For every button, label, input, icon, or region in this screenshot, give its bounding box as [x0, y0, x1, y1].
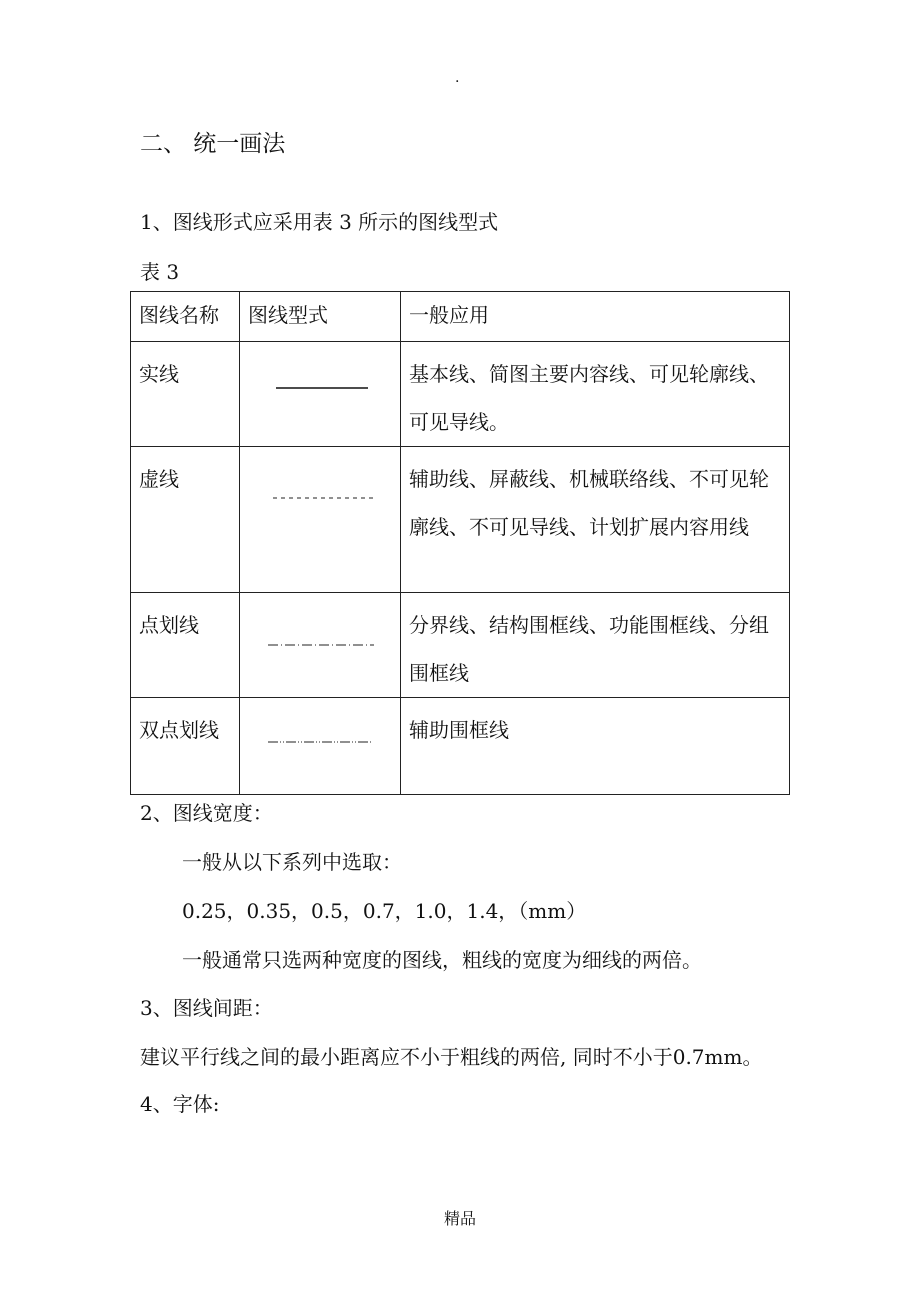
- line-sample-cell: [240, 698, 401, 795]
- line-sample-cell: [240, 593, 401, 698]
- para-line-form: 1、图线形式应采用表 3 所示的图线型式: [140, 210, 499, 234]
- line-style-table: [130, 291, 789, 784]
- page-footer: 精品: [444, 1209, 477, 1228]
- row-name: 虚线: [131, 447, 240, 593]
- row-usage: 辅助围框线: [401, 698, 790, 795]
- table-row: [131, 447, 790, 593]
- row-name: 实线: [131, 342, 240, 447]
- line-sample-cell: [240, 342, 401, 447]
- widths-note: 一般通常只选两种宽度的图线，粗线的宽度为细线的两倍。: [182, 948, 702, 972]
- row-name: 点划线: [131, 593, 240, 698]
- line-sample-cell: [240, 447, 401, 593]
- solid-line-sample: [276, 386, 368, 390]
- font-heading: 4、字体:: [140, 1092, 220, 1116]
- widths-heading: 2、图线宽度：: [140, 801, 273, 825]
- header-name: 图线名称: [131, 292, 240, 342]
- header-style: 图线型式: [240, 292, 401, 342]
- header-usage: 一般应用: [401, 292, 790, 342]
- row-name: 双点划线: [131, 698, 240, 795]
- widths-series: 0.25，0.35，0.5，0.7，1.0，1.4，（mm）: [182, 899, 587, 923]
- table-row: [131, 593, 790, 698]
- section-title: 二、 统一画法: [140, 131, 286, 157]
- row-usage: 辅助线、屏蔽线、机械联络线、不可见轮廓线、不可见导线、计划扩展内容用线: [401, 447, 790, 593]
- spacing-heading: 3、图线间距：: [140, 996, 273, 1020]
- page-top-mark: .: [455, 70, 460, 86]
- table-row: [131, 698, 790, 795]
- dash-dot-line-sample: [268, 643, 374, 647]
- table-row: [131, 342, 790, 447]
- spacing-text: 建议平行线之间的最小距离应不小于粗线的两倍, 同时不小于0.7mm。: [140, 1045, 763, 1069]
- dashed-line-sample: [273, 496, 377, 500]
- table-header-row: [131, 292, 790, 342]
- row-usage: 分界线、结构围框线、功能围框线、分组围框线: [401, 593, 790, 698]
- widths-intro: 一般从以下系列中选取：: [182, 850, 402, 874]
- table-caption: 表 3: [140, 260, 180, 284]
- dash-double-dot-line-sample: [268, 740, 372, 744]
- row-usage: 基本线、简图主要内容线、可见轮廓线、可见导线。: [401, 342, 790, 447]
